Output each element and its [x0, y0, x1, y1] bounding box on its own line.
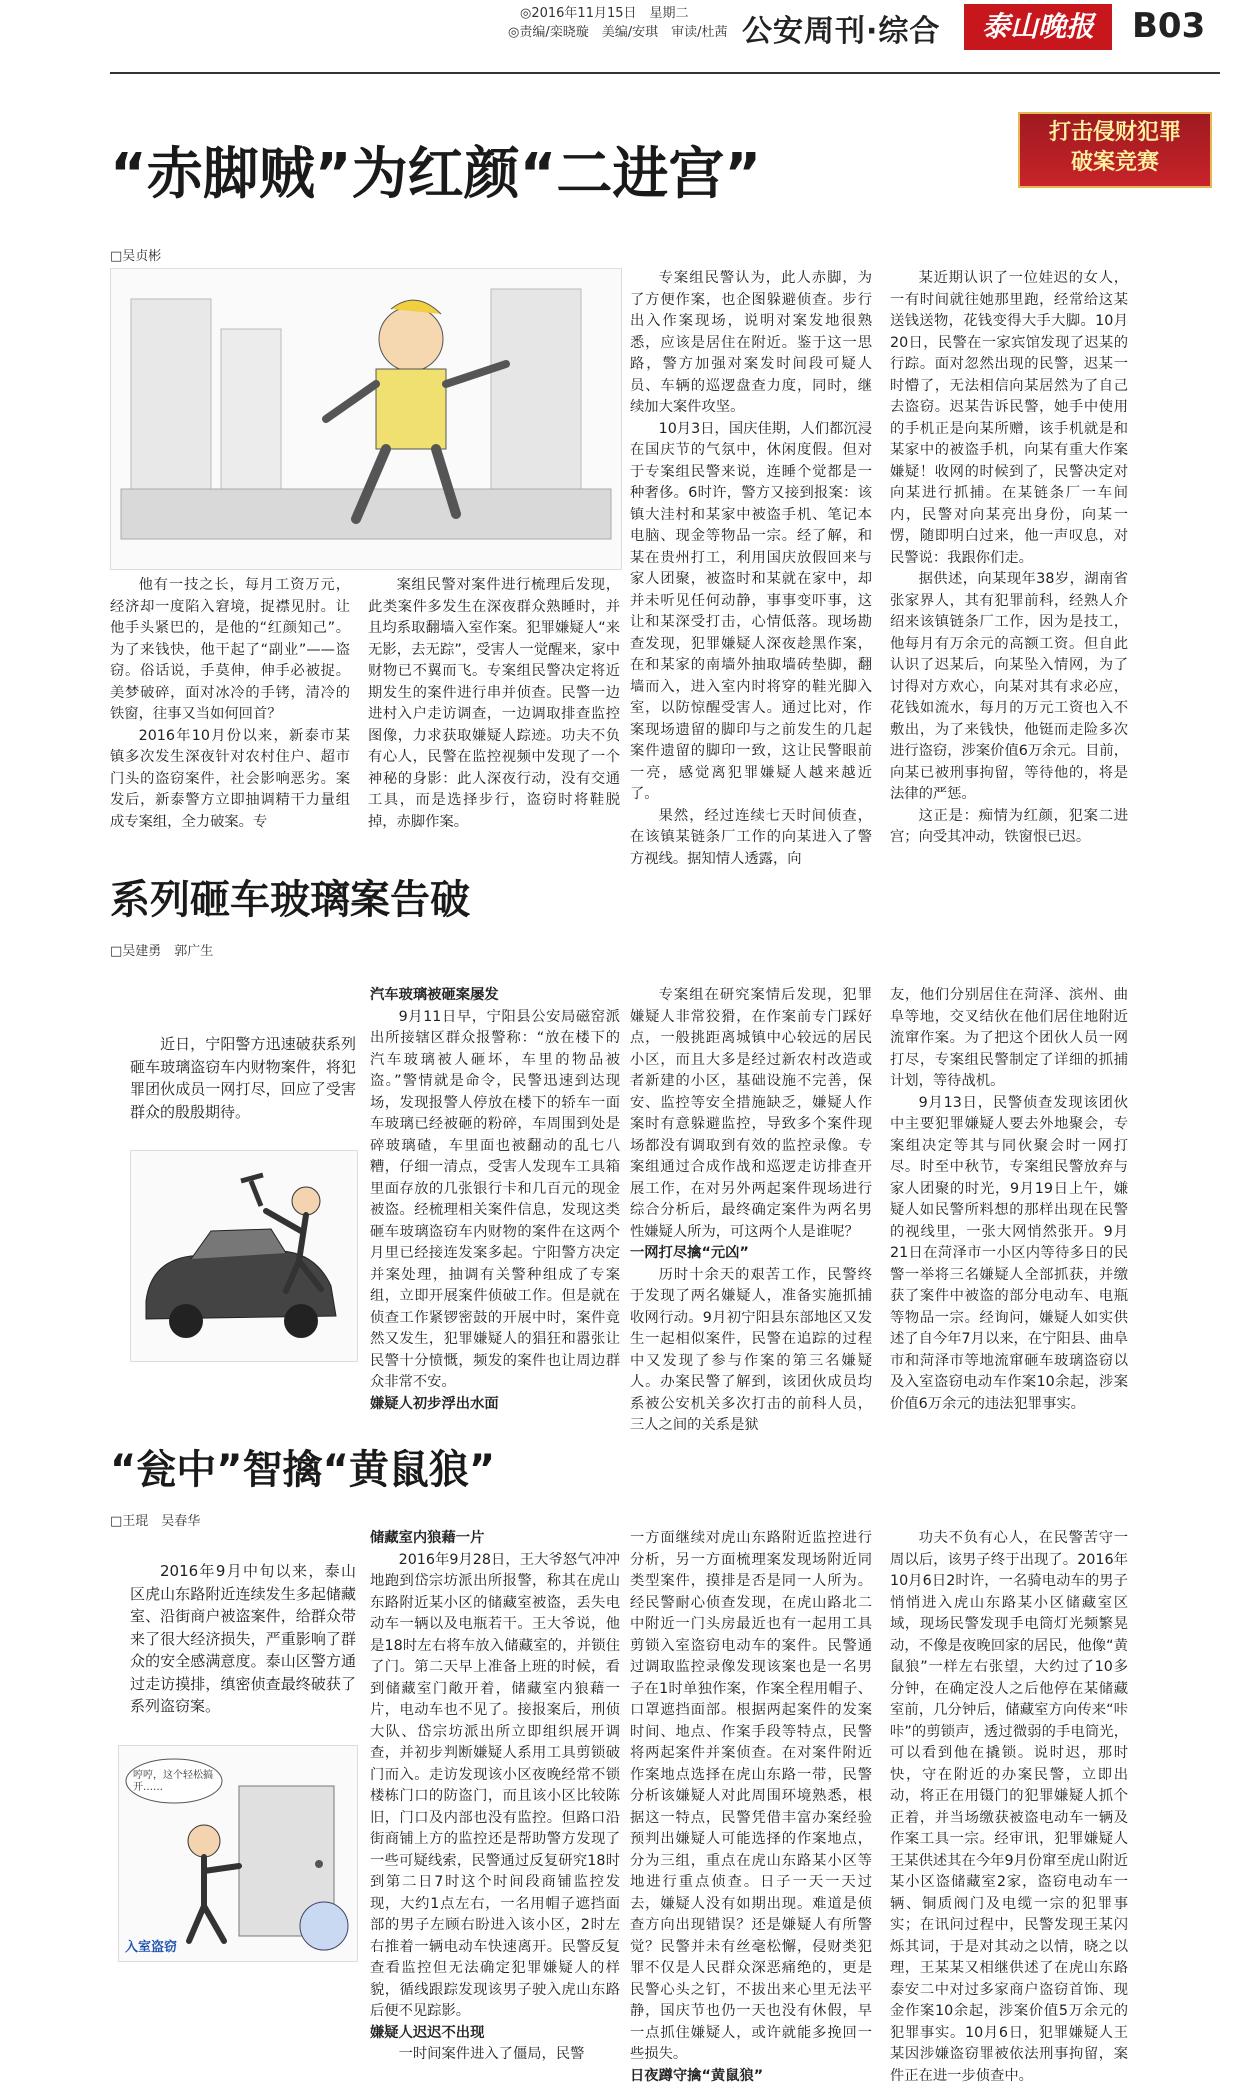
paragraph: 专案组民警认为，此人赤脚，为了方便作案，也企图躲避侦查。步行出入作案现场，说明对案发地很熟悉，应该是居住在附近。鉴于这一思路，警方加强对案发时间段可疑人员、车辆的巡逻盘查力度，同时，继续加大案件攻坚。: [630, 268, 872, 419]
paragraph: 案组民警对案件进行梳理后发现，此类案件多发生在深夜群众熟睡时，并且均系取翻墙入室作案。犯罪嫌疑人“来无影，去无踪”，受害人一觉醒来，家中财物已不翼而飞。专案组民警决定将近期发生的案件进行串并侦查。民警一边进村入户走访调查，一边调取排查监控图像，力求获取嫌疑人踪迹。功夫不负有心人，民警在监控视频中发现了一个神秘的身影：此人深夜行动，没有交通工具，而是选择步行，盗窃时将鞋脱掉，赤脚作案。: [368, 575, 620, 833]
badge-line2: 破案竞赛: [1020, 148, 1210, 178]
article3-headline: “瓮中”智擒“黄鼠狼”: [110, 1445, 495, 1495]
paragraph: 10月3日，国庆佳期，人们都沉浸在国庆节的气氛中，休闲度假。但对于专案组民警来说，连睡个觉都是一种奢侈。6时许，警方又接到报案：该镇大洼村和某家中被盗手机、笔记本电脑、现金等物品一宗。经了解，和某在贵州打工，利用国庆放假回来与家人团聚，被盗时和某就在家中，却并未听见任何动静，事事变吓事，这让和某深受打击，心情低落。现场勘查发现，犯罪嫌疑人深夜趁黑作案，在和某家的南墙外抽取墙砖垫脚，翻墙而入，进入室内时将穿的鞋光脚入室，以防惊醒受害人。通过比对，作案现场遗留的脚印与之前发生的几起案件遗留的脚印一致，这让民警眼前一亮，感觉离犯罪嫌疑人越来越近了。: [630, 419, 872, 806]
article3-subhead-2: 嫌疑人迟迟不出现: [370, 2023, 620, 2045]
article2-subhead-3: 一网打尽擒“元凶”: [630, 1243, 872, 1265]
paragraph: 一时间案件进入了僵局，民警: [370, 2044, 620, 2066]
article2-subhead-1: 汽车玻璃被砸案屡发: [370, 985, 620, 1007]
burglary-illustration: [118, 1745, 358, 1962]
paragraph: 功夫不负有心人，在民警苦守一周以后，该男子终于出现了。2016年10月6日2时许，一名骑电动车的男子悄悄进入虎山东路某小区储藏室区域，现场民警发现手电筒灯光频繁晃动，不像是夜晚回家的居民，他像“黄鼠狼”一样左右张望，大约过了10多分钟，在确定没人之后他停在某储藏室前，几分钟后，储藏室方向传来“咔咔”的剪锁声，透过微弱的手电筒光，可以看到他在撬锁。说时迟，那时快，守在附近的办案民警，立即出动，将正在用镊门的犯罪嫌疑人抓个正着，并当场缴获被盗电动车一辆及作案工具一宗。经审讯，犯罪嫌疑人王某供述其在今年9月份窜至虎山附近某小区盗储藏室2家，盗窃电动车一辆、铜质阀门及电缆一宗的犯罪事实；在讯问过程中，民警发现王某闪烁其词，于是对其动之以情，晓之以理，王某某又相继供述了在虎山东路泰安二中对过多家商户盗窃首饰、现金作案10余起，涉案价值5万余元的犯罪事实。10月6日，犯罪嫌疑人王某因涉嫌盗窃罪被依法刑事拘留，案件正在进一步侦查中。: [890, 1528, 1128, 2087]
badge-line1: 打击侵财犯罪: [1020, 118, 1210, 148]
lead-paragraph: 近日，宁阳警方迅速破获系列砸车玻璃盗窃车内财物案件，将犯罪团伙成员一网打尽，回应了受害群众的殷殷期待。: [130, 1033, 356, 1123]
paper-logo: 泰山晚报: [964, 4, 1112, 50]
barefoot-thief-drawing: [111, 269, 621, 569]
section-title: 公安周刊·综合: [742, 6, 940, 50]
paragraph: 2016年10月份以来，新泰市某镇多次发生深夜针对农村住户、超市门头的盗窃案件，社会影响恶劣。案发后，新泰警方立即抽调精干力量组成专案组，全力破案。专: [110, 726, 350, 834]
article1-column-2: [368, 575, 620, 827]
article3-subhead-1: 储藏室内狼藉一片: [370, 1528, 620, 1550]
paragraph: 一方面继续对虎山东路附近监控进行分析，另一方面梳理案发现场附近同类型案件，摸排是否是同一人所为。经民警耐心侦查发现，在虎山路北二中附近一门头房最近也有一起用工具剪锁入室盗窃电动车的案件。民警通过调取监控录像发现该案也是一名男子在1时单独作案，作案全程用帽子、口罩遮挡面部。根据两起案件的发案时间、地点、作案手段等特点，民警将两起案件并案侦查。在对案件附近作案地点选择在虎山东路一带，民警分析该嫌疑人对此周围环境熟悉，根据这一特点，民警凭借丰富办案经验预判出嫌疑人可能选择的作案地点，分为三组，重点在虎山东路某小区等地进行重点侦查。日子一天一天过去，嫌疑人没有如期出现。难道是侦查方向出现错误？还是嫌疑人有所警觉？民警并未有丝毫松懈，侵财类犯罪不仅是人民群众深恶痛绝的，更是民警心头之钉，不拔出来心里无法平静，国庆节也仍一天也没有休假，早一点抓住嫌疑人，或许就能多挽回一些损失。: [630, 1528, 872, 2066]
paragraph: 2016年9月28日，王大爷怒气冲冲地跑到岱宗坊派出所报警，称其在虎山东路附近某小区的储藏室被盗，丢失电动车一辆以及电瓶若干。王大爷说，他是18时左右将车放入储藏室的，并锁住了门。第二天早上准备上班的时候，看到储藏室门敞开着，储藏室内狼藉一片，电动车也不见了。接报案后，刑侦大队、岱宗坊派出所立即组织展开调查，并初步判断嫌疑人系用工具剪锁破门而入。走访发现该小区夜晚经常不锁楼栋门口的防盗门，而且该小区比较陈旧，门口及内部也没有监控。但路口沿街商铺上方的监控还是帮助警方发现了一些可疑线索，民警通过反复研究18时到第二日7时这个时间段商铺监控发现，大约1点左右，一名用帽子遮挡面部的男子左顾右盼进入该小区，2时左右推着一辆电动车快速离开。民警反复查看监控但无法确定犯罪嫌疑人的样貌，循线跟踪发现该男子驶入虎山东路后便不见踪影。: [370, 1550, 620, 2023]
paragraph: 据供述，向某现年38岁，湖南省张家界人，其有犯罪前科，经熟人介绍来该镇链条厂工作，因为是技工，他每月有万余元的高额工资。但自此认识了迟某后，向某坠入情网，为了讨得对方欢心，向某对其有求必应，花钱如流水，每月的万元工资也入不敷出，为了来钱快，他铤而走险多次进行盗窃，涉案价值6万余元。目前，向某已被刑事拘留，等待他的，将是法律的严惩。: [890, 569, 1128, 806]
article2-column-2: [370, 985, 620, 1485]
article2-headline: 系列砸车玻璃案告破: [110, 875, 470, 925]
article1-byline: □吴贞彬: [110, 245, 161, 264]
barefoot-thief-illustration: [110, 268, 622, 570]
illustration-caption: 入室盗窃: [125, 1936, 177, 1955]
campaign-badge: [1018, 112, 1212, 188]
paragraph: 果然，经过连续七天时间侦查，在该镇某链条厂工作的向某进入了警方视线。据知情人透露，向: [630, 806, 872, 871]
car-smash-illustration: [130, 1150, 358, 1362]
article1-column-1: [110, 575, 350, 827]
article2-subhead-2: 嫌疑人初步浮出水面: [370, 1394, 620, 1416]
paragraph: 他有一技之长，每月工资万元，经济却一度陷入窘境，捉襟见肘。让他手头紧巴的，是他的“红颜知己”。为了来钱快，他干起了“副业”——盗窃。俗话说，手莫伸，伸手必被捉。美梦破碎，面对冰冷的手铐，清冷的铁窗，往事又当如何回首？: [110, 575, 350, 726]
illustration-speech-bubble: 哼哼，这个轻松搞开……: [133, 1770, 219, 1794]
article1-headline: “赤脚贼”为红颜“二进宫”: [110, 140, 761, 210]
paragraph: 这正是：痴情为红颜，犯案二进宫；向受其冲动，铁窗恨已迟。: [890, 806, 1128, 849]
article2-column-3: [630, 985, 872, 1485]
paragraph: 历时十余天的艰苦工作，民警终于发现了两名嫌疑人，准备实施抓捕收网行动。9月初宁阳县东部地区又发生一起相似案件，民警在追踪的过程中又发现了参与作案的第三名嫌疑人。办案民警了解到，该团伙成员均系被公安机关多次打击的前科人员，三人之间的关系是狱: [630, 1265, 872, 1437]
article2-byline: □吴建勇 郭广生: [110, 940, 213, 959]
paragraph: 某近期认识了一位娃迟的女人，一有时间就往她那里跑，经常给这某送钱送物，花钱变得大手大脚。10月20日，民警在一家宾馆发现了迟某的行踪。面对忽然出现的民警，迟某一时懵了，无法相信向某居然为了自己去盗窃。迟某告诉民警，她手中使用的手机正是向某所赠，该手机就是和某家中的被盗手机，向某有重大作案嫌疑！收网的时候到了，民警决定对向某进行抓捕。在某链条厂一车间内，民警对向某亮出身份，向某一愣，随即明白过来，他一声叹息，对民警说：我跟你们走。: [890, 268, 1128, 569]
header-rule: [110, 72, 1220, 74]
article2-column-4: [890, 985, 1128, 1485]
article1-column-4: [890, 268, 1128, 828]
lead-paragraph: 2016年9月中旬以来，泰山区虎山东路附近连续发生多起储藏室、沿街商户被盗案件，给群众带来了很大经济损失，严重影响了群众的安全感满意度。泰山区警方通过走访摸排，缜密侦查最终破获了系列盗窃案。: [130, 1560, 356, 1718]
car-smash-drawing: [131, 1151, 357, 1361]
editors-line: ◎责编/栾晓璇 美编/安琪 审读/杜茜: [508, 24, 727, 41]
article2-lead: [130, 1033, 356, 1133]
article3-column-4: [890, 1528, 1128, 2028]
paragraph: 9月13日，民警侦查发现该团伙中主要犯罪嫌疑人要去外地聚会，专案组决定等其与同伙聚会时一网打尽。时至中秋节，专案组民警放弃与家人团聚的时光，9月19日上午，嫌疑人如民警所料想的那样出现在民警的视线里，一张大网悄然张开。9月21日在菏泽市一小区内等待多日的民警一举将三名嫌疑人全部抓获，并缴获了案件中被盗的部分电动车、电瓶等物品一宗。经询问，嫌疑人如实供述了自今年7月以来，在宁阳县、曲阜市和菏泽市等地流窜砸车玻璃盗窃以及入室盗窃电动车作案10余起，涉案价值6万余元的违法犯罪事实。: [890, 1093, 1128, 1416]
paragraph: 专案组在研究案情后发现，犯罪嫌疑人非常狡猾，在作案前专门踩好点，一般挑距离城镇中心较远的居民小区，而且大多是经过新农村改造或者新建的小区，基础设施不完善，保安、监控等安全措施缺乏，嫌疑人作案时有意躲避监控，导致多个案件现场都没有调取到有效的监控录像。专案组通过合成作战和巡逻走访排查开展工作，在对另外两起案件现场进行综合分析后，最终确定案件为两名男性嫌疑人所为，可这两个人是谁呢？: [630, 985, 872, 1243]
article3-byline: □王琨 吴春华: [110, 1510, 200, 1529]
article3-column-2: [370, 1528, 620, 2028]
article3-subhead-3: 日夜蹲守擒“黄鼠狼”: [630, 2066, 872, 2087]
date-line: ◎2016年11月15日 星期二: [520, 5, 689, 22]
article1-column-3: [630, 268, 872, 828]
article3-column-3: [630, 1528, 872, 2028]
paragraph: 友，他们分别居住在菏泽、滨州、曲阜等地，交叉结伙在他们居住地附近流窜作案。为了把这个团伙人员一网打尽，专案组民警制定了详细的抓捕计划，等待战机。: [890, 985, 1128, 1093]
page-number: B03: [1132, 6, 1205, 46]
article3-lead: [130, 1560, 356, 1730]
paragraph: 9月11日早，宁阳县公安局磁窑派出所接辖区群众报警称：“放在楼下的汽车玻璃被人砸坏，车里的物品被盗。”警情就是命令，民警迅速到达现场，发现报警人停放在楼下的轿车一面车玻璃已经被砸的粉碎，车周围到处是碎玻璃碴，车里面也被翻动的乱七八糟，仔细一清点，受害人发现车工具箱里面存放的几张银行卡和几百元的现金被盗。经梳理相关案件信息，发现这类砸车玻璃盗窃车内财物的案件在这两个月里已经接连发案多起。宁阳警方决定并案处理，抽调有关警种组成了专案组，立即开展案件侦破工作。但是就在侦查工作紧锣密鼓的开展中时，案件竟然又发生，犯罪嫌疑人的猖狂和嚣张让民警十分愤慨，频发的案件也让周边群众非常不安。: [370, 1007, 620, 1394]
